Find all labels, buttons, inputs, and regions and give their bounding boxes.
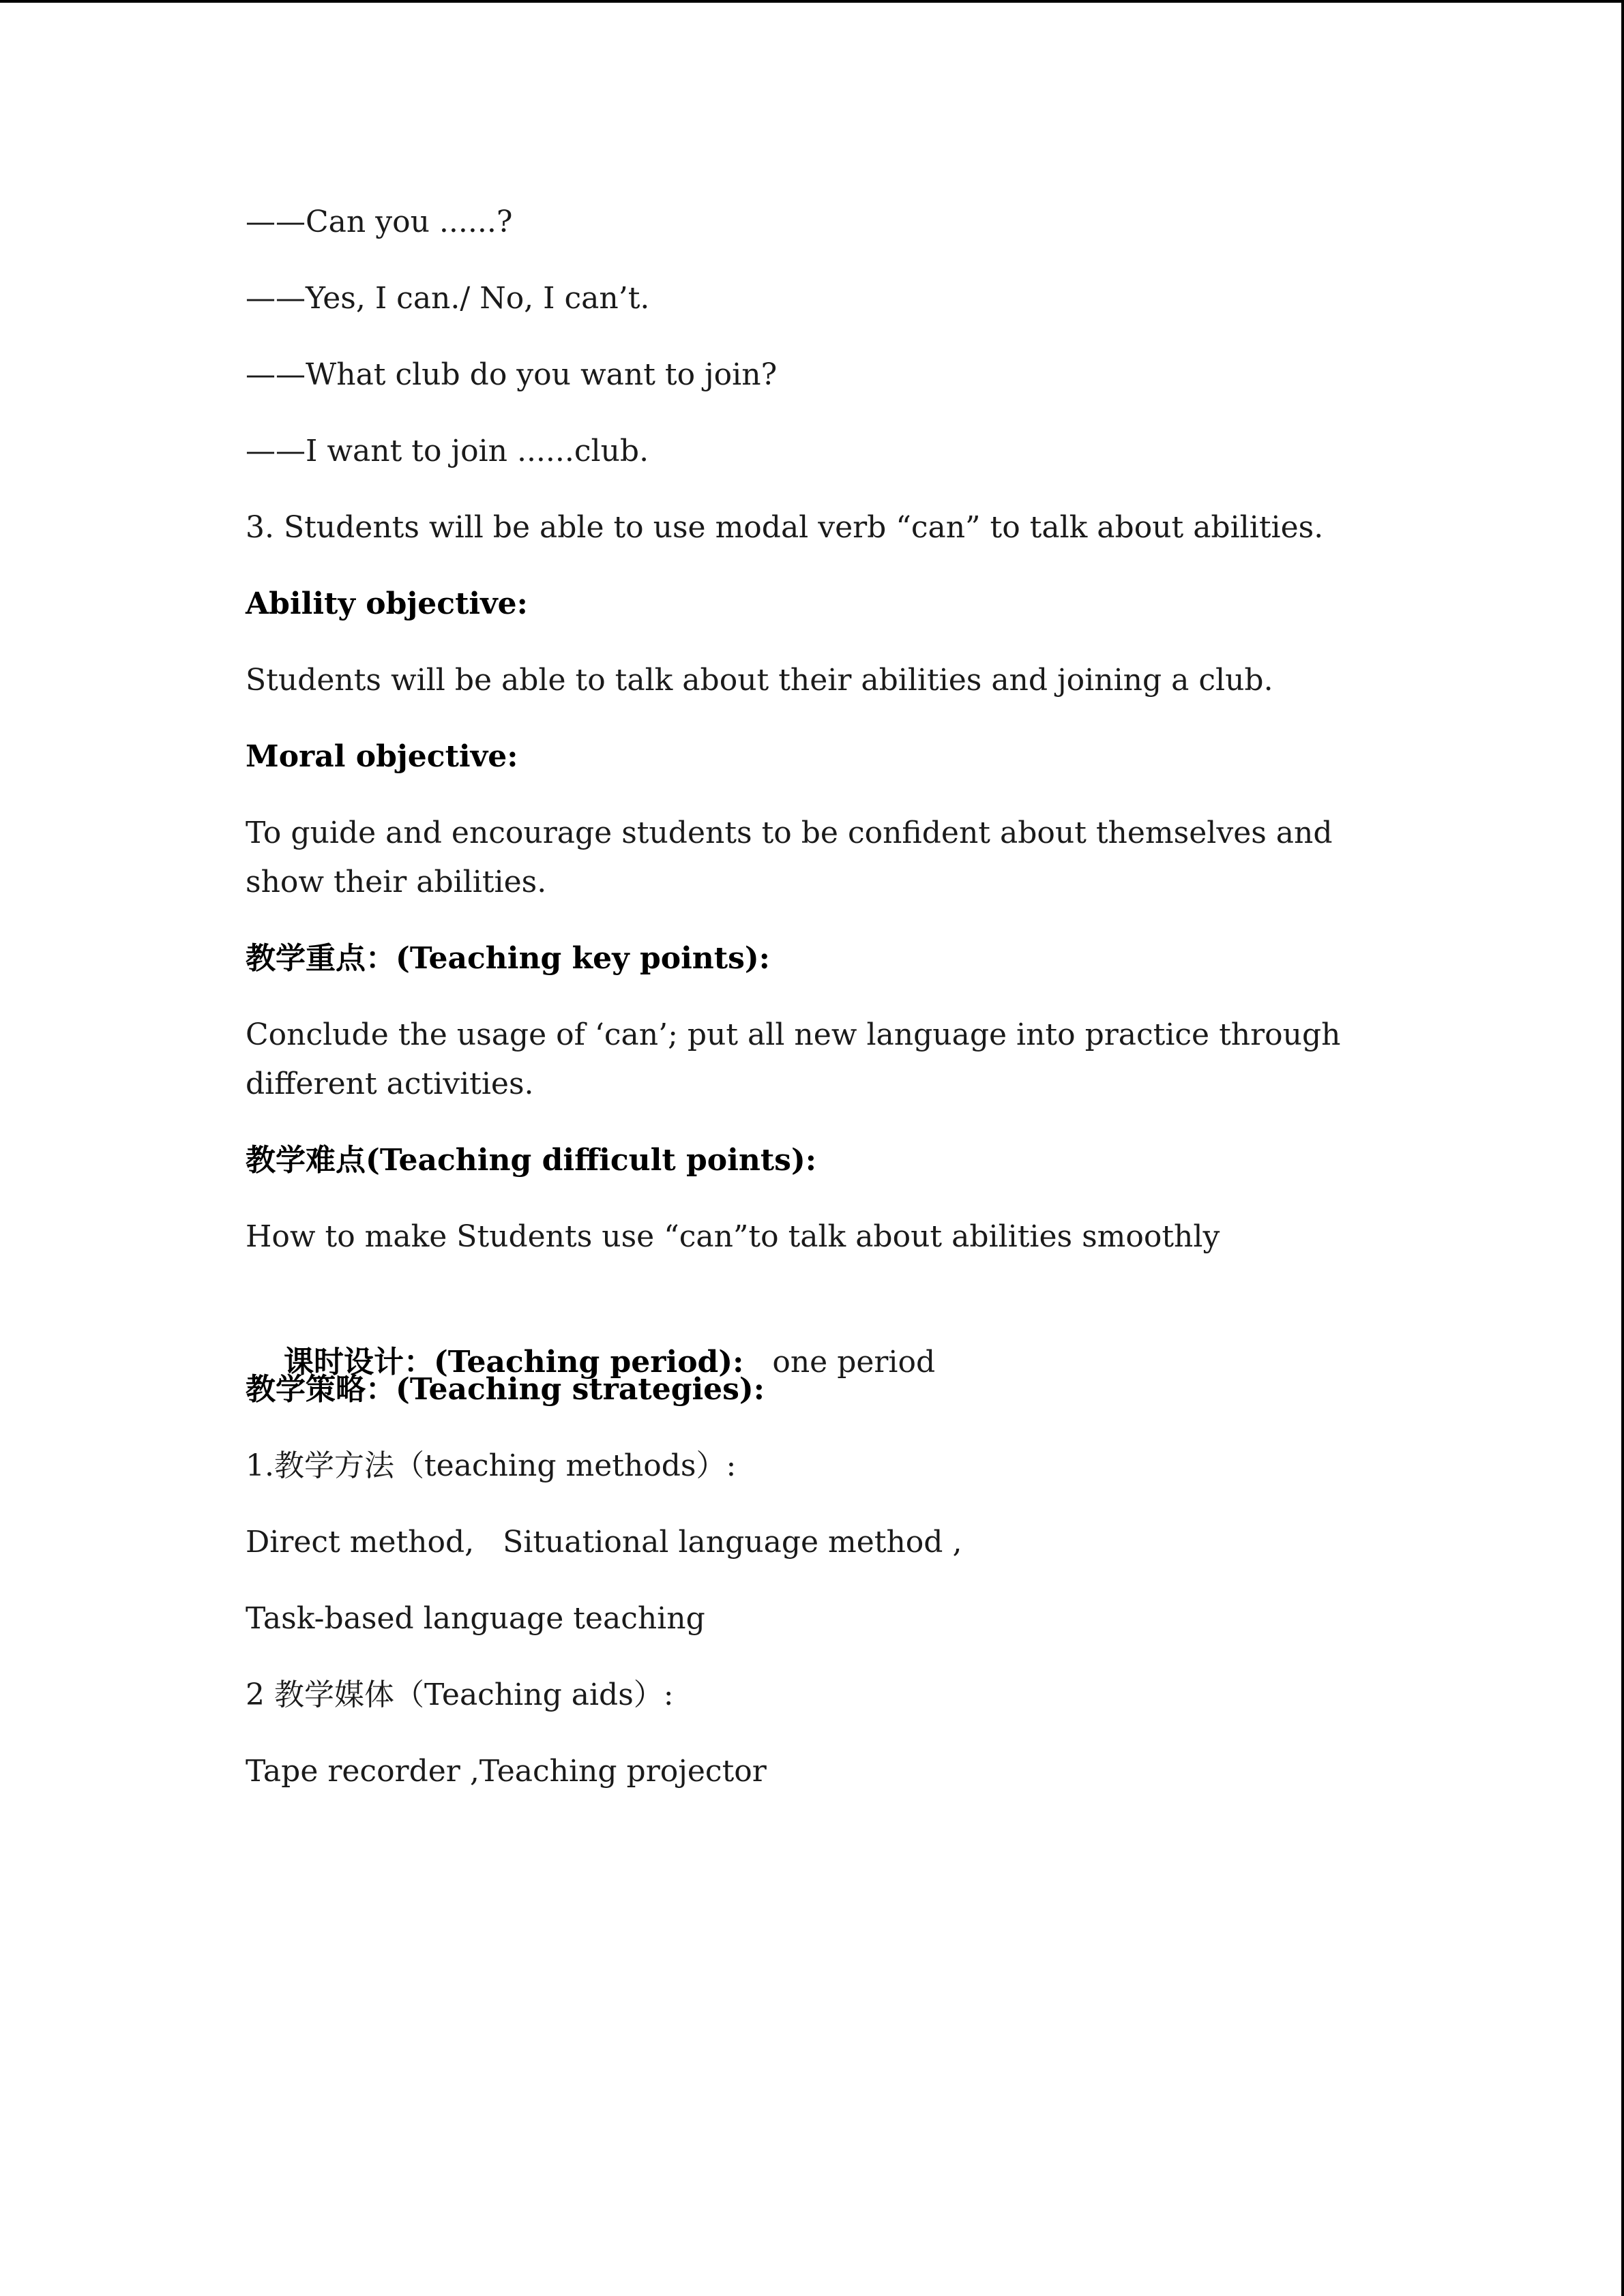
ability-objective-heading: Ability objective: (246, 586, 528, 621)
moral-objective-text: To guide and encourage students to be confident about themselves and show their abilities. (246, 816, 1333, 899)
objective-item-3: 3. Students will be able to use modal verb “can” to talk about abilities. (246, 510, 1324, 545)
teaching-strategies-heading: 教学策略：(Teaching strategies): (246, 1372, 765, 1407)
key-points-text: Conclude the usage of ‘can’; put all new language into practice through different activities. (246, 1017, 1341, 1101)
dialogue-line-1: ——Can you ......? (246, 205, 513, 239)
page-right-border (1621, 0, 1624, 2296)
difficult-points-heading: 教学难点(Teaching difficult points): (246, 1143, 817, 1178)
page-top-border (0, 0, 1624, 3)
teaching-methods-line-1: Direct method, Situational language method , (246, 1525, 962, 1560)
teaching-methods-line-2: Task-based language teaching (246, 1601, 705, 1636)
teaching-aids-heading: 2 教学媒体（Teaching aids）: (246, 1678, 674, 1712)
ability-objective-text: Students will be able to talk about their abilities and joining a club. (246, 663, 1273, 698)
dialogue-line-3: ——What club do you want to join? (246, 357, 778, 392)
teaching-methods-heading: 1.教学方法（teaching methods）: (246, 1448, 737, 1483)
moral-objective-heading: Moral objective: (246, 739, 518, 774)
teaching-aids-text: Tape recorder ,Teaching projector (246, 1754, 767, 1789)
difficult-points-text: How to make Students use “can”to talk about abilities smoothly (246, 1219, 1220, 1254)
teaching-period-heading: 课时设计：(Teaching period): (283, 1345, 744, 1380)
key-points-heading: 教学重点：(Teaching key points): (246, 941, 770, 976)
dialogue-line-4: ——I want to join ......club. (246, 434, 649, 468)
teaching-period-value: one period (772, 1345, 936, 1380)
dialogue-line-2: ——Yes, I can./ No, I can’t. (246, 281, 650, 316)
